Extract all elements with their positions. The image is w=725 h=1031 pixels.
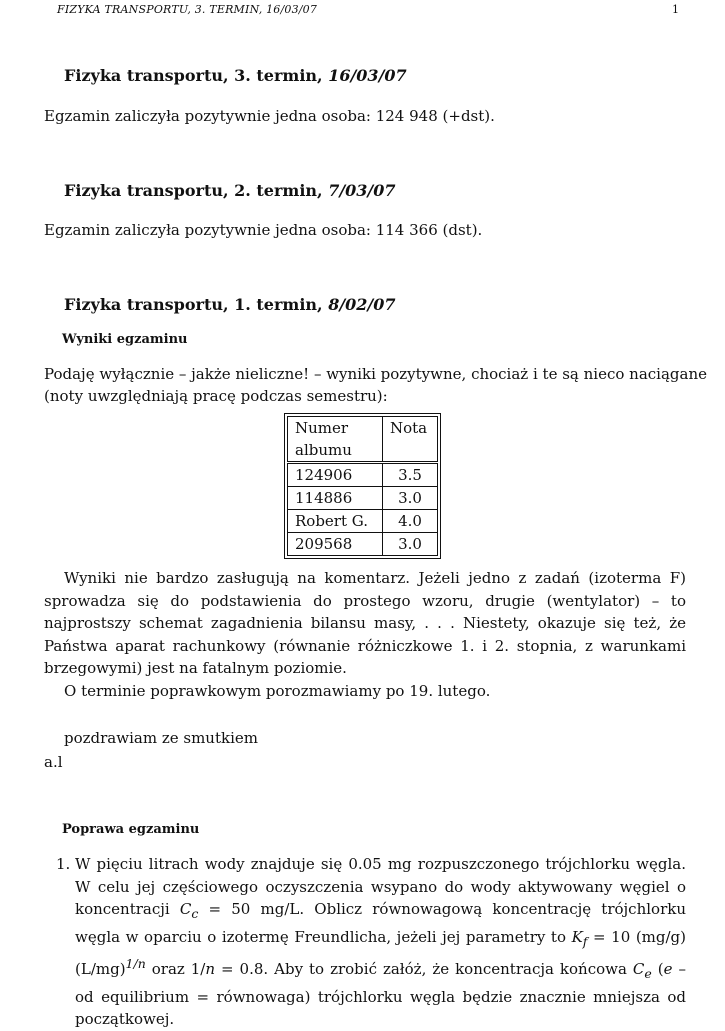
exercise-text-part: = 50 mg/L. Oblicz równowagową koncentrację trójchlorku węgla w oparciu o izotermę Freundlicha, jeżeli jej parametry to	[75, 900, 686, 946]
exercise-number: 1.	[56, 855, 71, 873]
comment-paragraph-2: O terminie poprawkowym porozmawiamy po 19. lutego.	[64, 681, 491, 700]
exercise-text-part: – od equilibrium = równowaga) trójchlorku węgla będzie znacznie mniejsza od początkowej.	[75, 960, 686, 1028]
album-cell: 124906	[288, 463, 383, 487]
math-var: n	[205, 960, 216, 978]
page-number: 1	[672, 3, 679, 16]
section-date: 7/03/07	[328, 181, 396, 200]
math-var: e	[663, 960, 673, 978]
section-title-1	[64, 295, 396, 314]
section-title-3	[64, 66, 407, 85]
math-var: C	[179, 900, 192, 918]
math-sup: 1/n	[125, 956, 146, 971]
section-title-text: Fizyka transportu, 3. termin,	[64, 66, 329, 85]
exercise-text	[75, 853, 686, 1031]
section-title-text: Fizyka transportu, 1. termin,	[64, 295, 329, 314]
grade-cell: 4.0	[383, 510, 438, 533]
results-intro-line-1: Podaję wyłącznie – jakże nieliczne! – wyniki pozytywne, chociaż i te są nieco naciągane	[44, 365, 707, 383]
header-album: Numer albumu	[288, 417, 383, 463]
grade-cell: 3.5	[383, 463, 438, 487]
results-table	[287, 416, 438, 556]
comment-block	[44, 567, 686, 702]
math-sub: e	[644, 966, 652, 981]
album-cell: 209568	[288, 533, 383, 556]
section-3-text: Egzamin zaliczyła pozytywnie jedna osoba: 124 948 (+dst).	[44, 107, 495, 125]
exercise-text-part: (	[651, 960, 664, 978]
exercise-item-1	[44, 853, 686, 1031]
section-title-text: Fizyka transportu, 2. termin,	[64, 181, 329, 200]
signature: a.l	[44, 753, 63, 771]
math-sub: c	[191, 906, 199, 921]
album-cell: Robert G.	[288, 510, 383, 533]
results-intro-line-2: (noty uwzględniają pracę podczas semestru):	[44, 387, 388, 405]
section-date: 16/03/07	[328, 66, 407, 85]
running-header: FIZYKA TRANSPORTU, 3. TERMIN, 16/03/07	[57, 3, 318, 16]
album-cell: 114886	[288, 487, 383, 510]
results-subheading: Wyniki egzaminu	[62, 332, 188, 347]
table-row	[288, 487, 438, 510]
math-var: C	[632, 960, 645, 978]
table-row	[288, 463, 438, 487]
grade-cell: 3.0	[383, 533, 438, 556]
exercise-text-part: = 10 (mg/g) (L/mg)	[75, 927, 687, 978]
header-grade: Nota	[383, 417, 438, 463]
section-date: 8/02/07	[328, 295, 396, 314]
exercise-text-part: W pięciu litrach wody znajduje się 0.05 mg rozpuszczonego trójchlorku węgla. W celu jej częściowego oczyszczenia wsypano do wody aktywowany węgiel o koncentracji	[75, 855, 686, 918]
exercise-text-part: = 0.8. Aby to zrobić załóż, że koncentracja końcowa	[215, 960, 633, 978]
exercise-text-part: oraz 1/	[145, 960, 206, 978]
math-var: K	[571, 927, 583, 946]
closing-line: pozdrawiam ze smutkiem	[64, 729, 258, 747]
grade-cell: 3.0	[383, 487, 438, 510]
table-row	[288, 533, 438, 556]
section-title-2	[64, 181, 396, 200]
comment-paragraph-1: Wyniki nie bardzo zasługują na komentarz. Jeżeli jedno z zadań (izoterma F) sprowadza się do podstawienia do prostego wzoru, drugie (wentylator) – to najprostszy schemat zagadnienia bilansu masy, . . . Niestety, okazuje się też, że Państwa aparat rachunkowy (równanie różniczkowe 1. i 2. stopnia, z warunkami brzegowymi) jest na fatalnym poziomie.	[44, 569, 686, 677]
table-row	[288, 510, 438, 533]
math-sub: f	[582, 933, 588, 949]
section-2-text: Egzamin zaliczyła pozytywnie jedna osoba: 114 366 (dst).	[44, 221, 483, 239]
retake-heading: Poprawa egzaminu	[62, 822, 200, 837]
table-header-row	[288, 417, 438, 463]
